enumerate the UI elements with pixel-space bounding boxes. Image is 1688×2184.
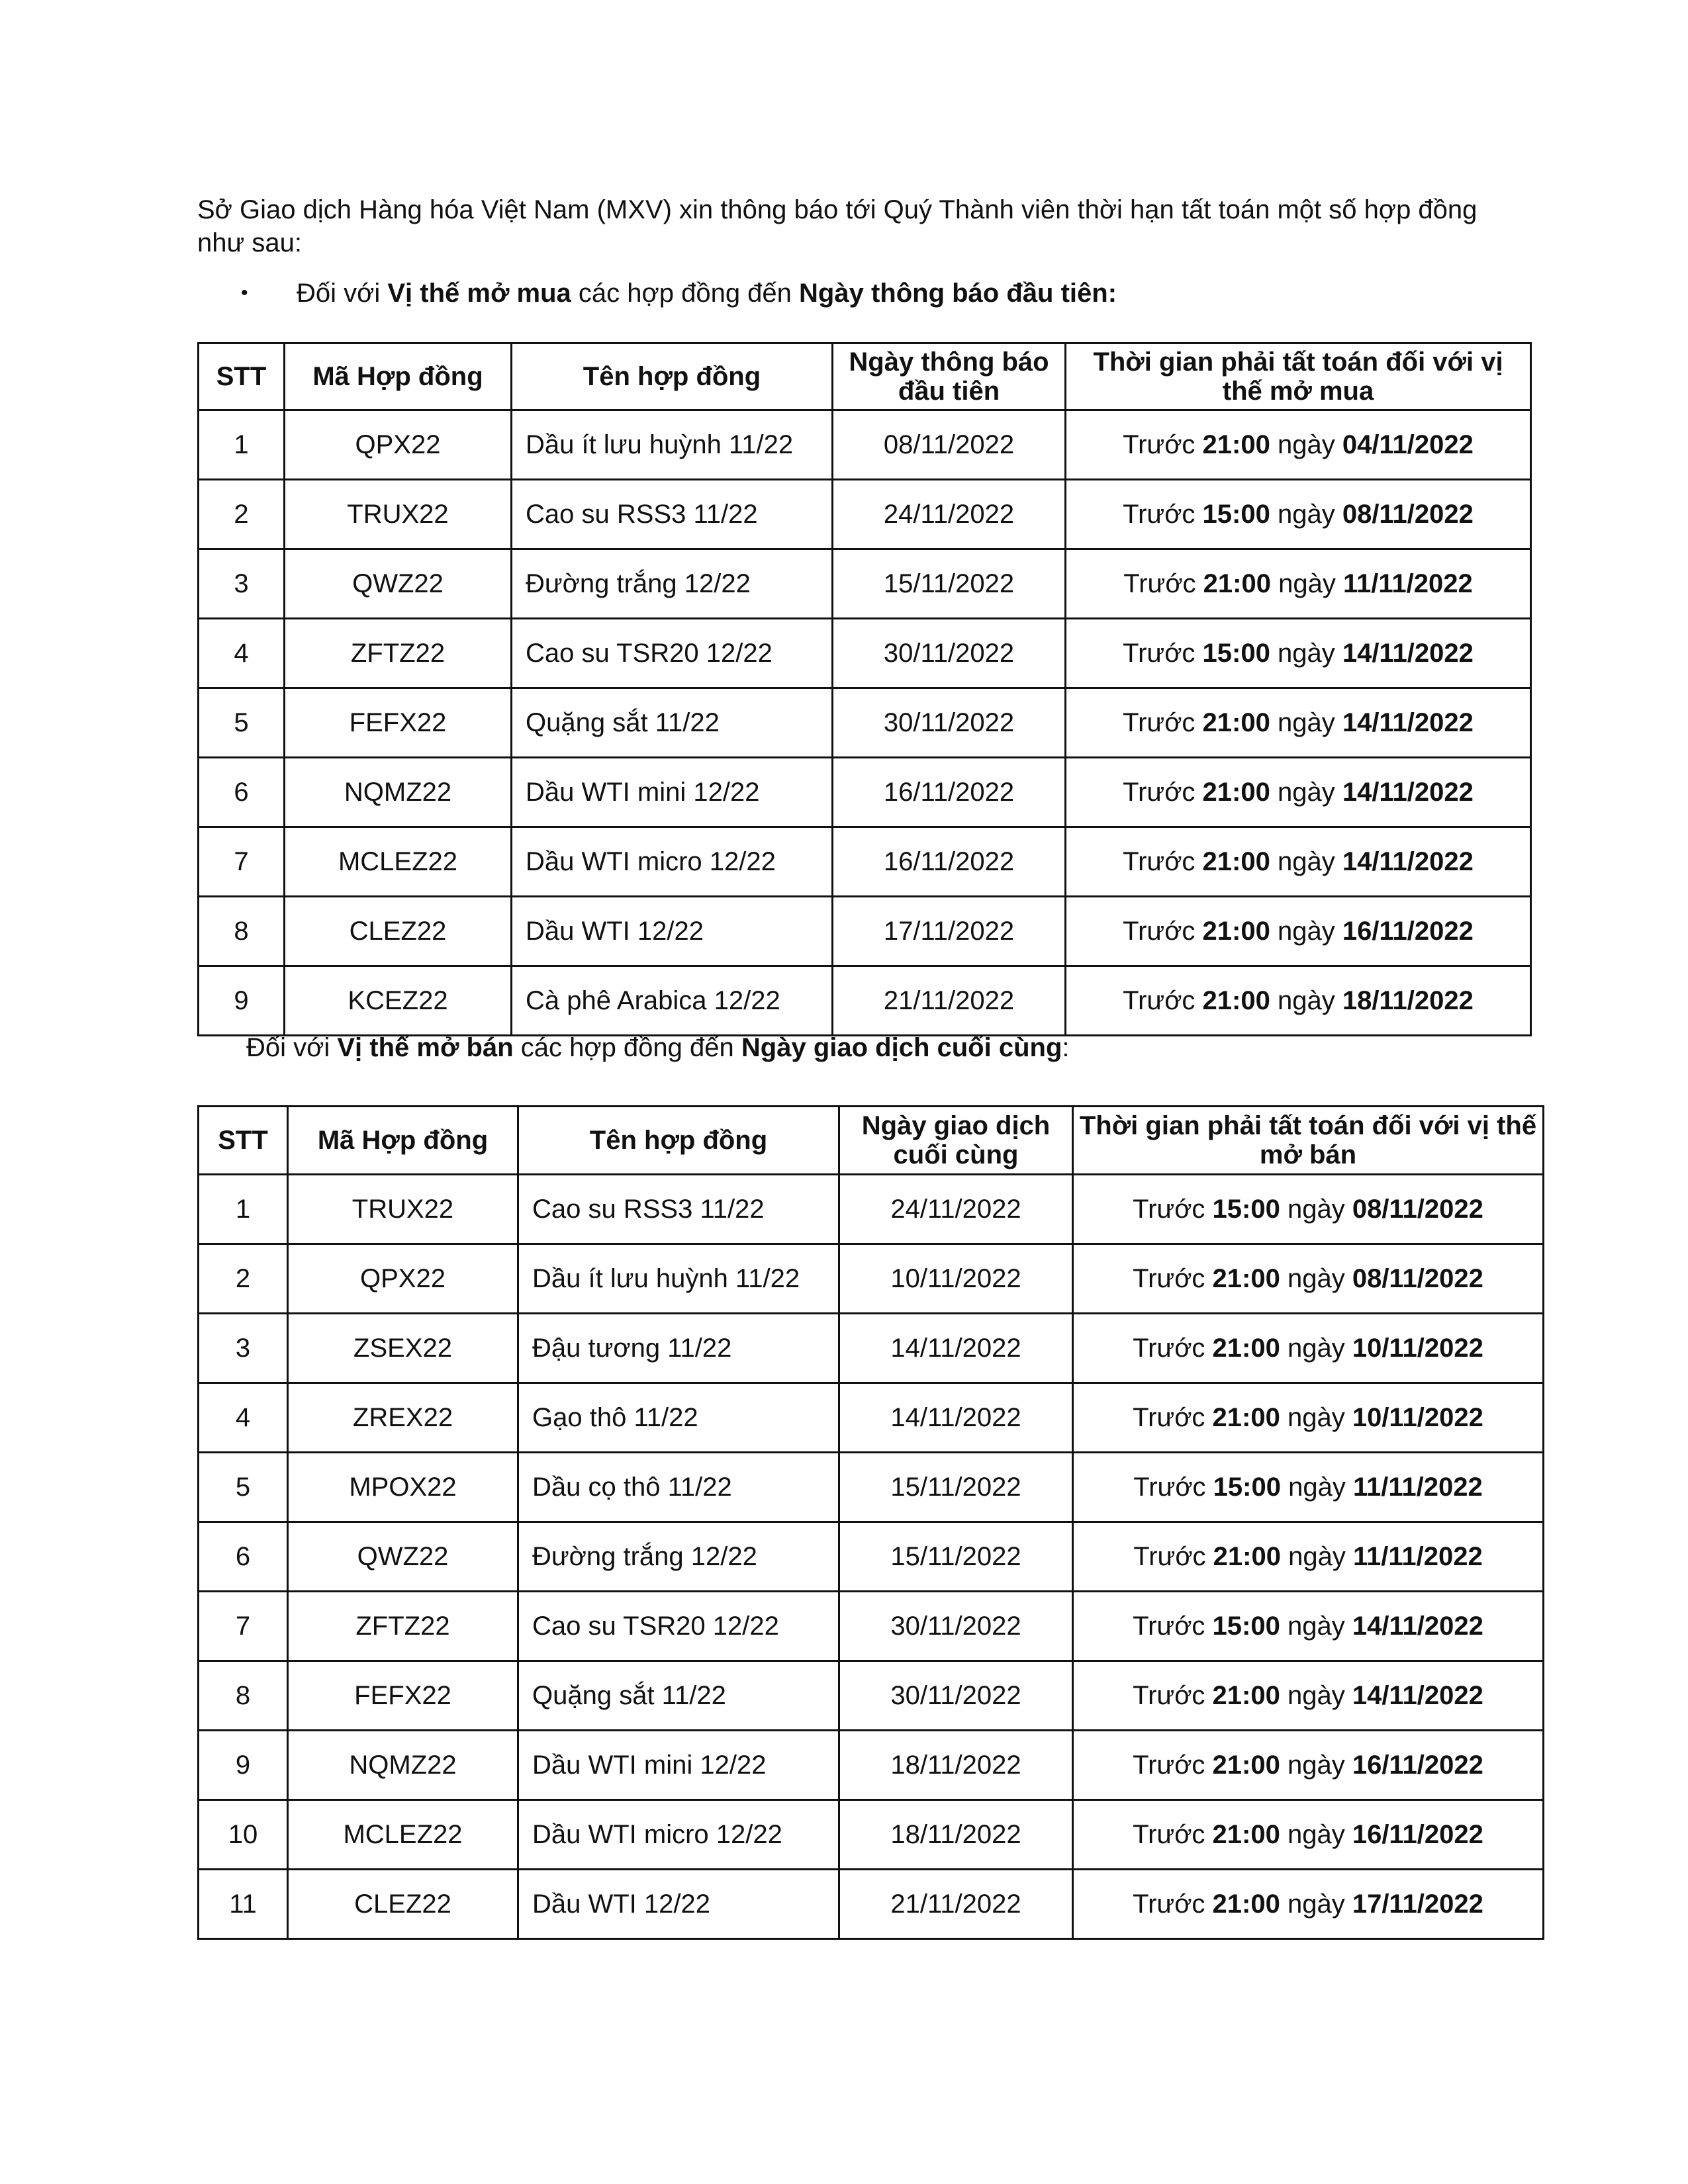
deadline-prefix: Trước <box>1123 916 1203 946</box>
deadline-prefix: Trước <box>1133 1680 1213 1710</box>
cell-stt: 2 <box>199 480 285 549</box>
cell-name: Dầu WTI mini 12/22 <box>518 1731 839 1800</box>
cell-name: Dầu ít lưu huỳnh 11/22 <box>512 410 833 480</box>
section2-bold2: Ngày giao dịch cuối cùng <box>741 1033 1062 1062</box>
cell-code: CLEZ22 <box>288 1870 518 1939</box>
cell-stt: 3 <box>199 549 285 619</box>
cell-date: 17/11/2022 <box>833 897 1066 966</box>
table-row <box>199 966 1531 1036</box>
deadline-prefix: Trước <box>1133 1889 1213 1919</box>
cell-stt: 6 <box>199 1522 288 1592</box>
deadline-prefix: Trước <box>1123 499 1203 529</box>
table-row <box>199 1870 1544 1939</box>
deadline-prefix: Trước <box>1133 1333 1213 1363</box>
cell-name: Đường trắng 12/22 <box>518 1522 839 1592</box>
deadline-day-word: ngày <box>1270 777 1342 807</box>
cell-name: Cao su TSR20 12/22 <box>512 619 833 688</box>
cell-deadline <box>1066 897 1531 966</box>
deadline-day-word: ngày <box>1270 846 1342 876</box>
header-date: Ngày thông báo đầu tiên <box>833 343 1066 410</box>
deadline-date: 11/11/2022 <box>1352 1541 1483 1571</box>
cell-deadline <box>1073 1731 1544 1800</box>
cell-stt: 9 <box>199 1731 288 1800</box>
cell-name: Dầu WTI 12/22 <box>512 897 833 966</box>
deadline-time: 15:00 <box>1212 1611 1280 1641</box>
header-name: Tên hợp đồng <box>518 1107 839 1175</box>
cell-deadline <box>1073 1453 1544 1522</box>
deadline-day-word: ngày <box>1280 1889 1352 1919</box>
cell-date: 18/11/2022 <box>839 1800 1073 1870</box>
section2-heading <box>246 1031 1070 1064</box>
cell-name: Cà phê Arabica 12/22 <box>512 966 833 1036</box>
cell-date: 24/11/2022 <box>833 480 1066 549</box>
cell-name: Gạo thô 11/22 <box>518 1383 839 1453</box>
table-row <box>199 688 1531 758</box>
cell-name: Dầu ít lưu huỳnh 11/22 <box>518 1244 839 1314</box>
deadline-prefix: Trước <box>1123 846 1203 876</box>
deadline-time: 21:00 <box>1212 1889 1280 1919</box>
deadline-prefix: Trước <box>1133 1541 1213 1571</box>
cell-date: 21/11/2022 <box>833 966 1066 1036</box>
cell-date: 10/11/2022 <box>839 1244 1073 1314</box>
deadline-date: 08/11/2022 <box>1352 1194 1483 1224</box>
deadline-prefix: Trước <box>1123 638 1203 668</box>
deadline-date: 10/11/2022 <box>1352 1402 1483 1432</box>
intro-paragraph: Sở Giao dịch Hàng hóa Việt Nam (MXV) xin thông báo tới Quý Thành viên thời hạn tất toán một số hợp đồng như sau: <box>197 195 1477 257</box>
cell-stt: 4 <box>199 1383 288 1453</box>
header-code: Mã Hợp đồng <box>288 1107 518 1175</box>
header-code: Mã Hợp đồng <box>285 343 512 410</box>
cell-deadline <box>1073 1522 1544 1592</box>
cell-date: 21/11/2022 <box>839 1870 1073 1939</box>
cell-stt: 11 <box>199 1870 288 1939</box>
table-row <box>199 897 1531 966</box>
cell-deadline <box>1066 758 1531 827</box>
deadline-prefix: Trước <box>1123 985 1203 1015</box>
deadline-time: 21:00 <box>1202 430 1270 459</box>
deadline-date: 14/11/2022 <box>1342 638 1474 668</box>
cell-stt: 5 <box>199 1453 288 1522</box>
cell-code: QPX22 <box>288 1244 518 1314</box>
section2-prefix: Đối với <box>246 1033 338 1062</box>
deadline-time: 21:00 <box>1212 1333 1280 1363</box>
deadline-day-word: ngày <box>1280 1611 1352 1641</box>
cell-deadline <box>1073 1661 1544 1731</box>
table-row <box>199 1453 1544 1522</box>
cell-deadline <box>1073 1383 1544 1453</box>
deadline-day-word: ngày <box>1270 916 1342 946</box>
table-row <box>199 480 1531 549</box>
deadline-time: 21:00 <box>1202 707 1270 737</box>
cell-date: 14/11/2022 <box>839 1383 1073 1453</box>
table-row <box>199 1175 1544 1244</box>
cell-date: 30/11/2022 <box>839 1592 1073 1661</box>
table-row <box>199 1314 1544 1383</box>
deadline-prefix: Trước <box>1123 707 1203 737</box>
deadline-day-word: ngày <box>1280 1541 1353 1571</box>
deadline-time: 21:00 <box>1203 569 1271 598</box>
deadline-day-word: ngày <box>1280 1194 1352 1224</box>
table-row <box>199 549 1531 619</box>
deadline-prefix: Trước <box>1123 569 1203 598</box>
cell-date: 16/11/2022 <box>833 827 1066 897</box>
deadline-time: 21:00 <box>1213 1541 1281 1571</box>
deadline-date: 08/11/2022 <box>1352 1263 1483 1293</box>
deadline-date: 14/11/2022 <box>1342 707 1474 737</box>
cell-deadline <box>1066 619 1531 688</box>
table-row <box>199 827 1531 897</box>
deadline-date: 14/11/2022 <box>1342 846 1474 876</box>
cell-date: 15/11/2022 <box>839 1453 1073 1522</box>
table-row <box>199 1592 1544 1661</box>
buy-position-table <box>197 342 1532 1036</box>
section1-bold2: Ngày thông báo đầu tiên: <box>799 279 1117 308</box>
cell-deadline <box>1073 1314 1544 1383</box>
cell-date: 15/11/2022 <box>839 1522 1073 1592</box>
deadline-day-word: ngày <box>1280 1263 1352 1293</box>
cell-stt: 1 <box>199 1175 288 1244</box>
deadline-time: 21:00 <box>1212 1402 1280 1432</box>
deadline-date: 18/11/2022 <box>1342 985 1474 1015</box>
deadline-day-word: ngày <box>1270 499 1342 529</box>
deadline-prefix: Trước <box>1133 1750 1213 1780</box>
deadline-prefix: Trước <box>1133 1819 1213 1849</box>
deadline-date: 11/11/2022 <box>1342 569 1473 598</box>
cell-stt: 9 <box>199 966 285 1036</box>
header-stt: STT <box>199 1107 288 1175</box>
cell-name: Đậu tương 11/22 <box>518 1314 839 1383</box>
cell-deadline <box>1073 1592 1544 1661</box>
deadline-time: 21:00 <box>1212 1680 1280 1710</box>
cell-deadline <box>1066 966 1531 1036</box>
bullet-icon: • <box>241 282 248 304</box>
deadline-time: 21:00 <box>1202 916 1270 946</box>
deadline-day-word: ngày <box>1270 569 1343 598</box>
cell-name: Dầu WTI micro 12/22 <box>512 827 833 897</box>
table-row <box>199 410 1531 480</box>
cell-deadline <box>1066 827 1531 897</box>
deadline-time: 21:00 <box>1202 846 1270 876</box>
cell-date: 08/11/2022 <box>833 410 1066 480</box>
cell-name: Dầu WTI mini 12/22 <box>512 758 833 827</box>
table-row <box>199 619 1531 688</box>
deadline-date: 11/11/2022 <box>1352 1472 1483 1502</box>
cell-stt: 2 <box>199 1244 288 1314</box>
cell-date: 30/11/2022 <box>833 688 1066 758</box>
deadline-day-word: ngày <box>1280 1472 1353 1502</box>
section1-middle: các hợp đồng đến <box>571 279 800 308</box>
sell-position-table <box>197 1105 1544 1940</box>
deadline-date: 16/11/2022 <box>1352 1819 1483 1849</box>
cell-name: Quặng sắt 11/22 <box>518 1661 839 1731</box>
cell-stt: 10 <box>199 1800 288 1870</box>
deadline-day-word: ngày <box>1270 985 1342 1015</box>
cell-code: NQMZ22 <box>285 758 512 827</box>
deadline-date: 16/11/2022 <box>1352 1750 1483 1780</box>
cell-deadline <box>1073 1800 1544 1870</box>
cell-stt: 3 <box>199 1314 288 1383</box>
deadline-time: 15:00 <box>1213 1472 1281 1502</box>
table-header-row <box>199 1107 1544 1175</box>
cell-name: Cao su RSS3 11/22 <box>518 1175 839 1244</box>
deadline-date: 14/11/2022 <box>1352 1680 1483 1710</box>
deadline-day-word: ngày <box>1280 1680 1352 1710</box>
deadline-day-word: ngày <box>1280 1819 1352 1849</box>
cell-deadline <box>1066 410 1531 480</box>
deadline-date: 17/11/2022 <box>1352 1889 1483 1919</box>
cell-code: QPX22 <box>285 410 512 480</box>
section2-suffix: : <box>1062 1033 1070 1062</box>
deadline-prefix: Trước <box>1123 430 1203 459</box>
deadline-time: 15:00 <box>1202 638 1270 668</box>
cell-date: 16/11/2022 <box>833 758 1066 827</box>
cell-code: TRUX22 <box>285 480 512 549</box>
cell-deadline <box>1066 549 1531 619</box>
cell-code: MCLEZ22 <box>285 827 512 897</box>
table-row <box>199 1522 1544 1592</box>
cell-code: ZFTZ22 <box>288 1592 518 1661</box>
deadline-time: 21:00 <box>1212 1263 1280 1293</box>
cell-stt: 6 <box>199 758 285 827</box>
cell-code: ZSEX22 <box>288 1314 518 1383</box>
cell-date: 18/11/2022 <box>839 1731 1073 1800</box>
deadline-day-word: ngày <box>1270 707 1342 737</box>
cell-name: Đường trắng 12/22 <box>512 549 833 619</box>
deadline-day-word: ngày <box>1270 638 1342 668</box>
deadline-time: 21:00 <box>1202 985 1270 1015</box>
cell-date: 15/11/2022 <box>833 549 1066 619</box>
cell-date: 24/11/2022 <box>839 1175 1073 1244</box>
cell-deadline <box>1073 1175 1544 1244</box>
header-deadline: Thời gian phải tất toán đối với vị thế mở bán <box>1073 1107 1544 1175</box>
table-row <box>199 1661 1544 1731</box>
cell-code: KCEZ22 <box>285 966 512 1036</box>
section2-bold1: Vị thế mở bán <box>337 1033 514 1062</box>
cell-code: FEFX22 <box>285 688 512 758</box>
cell-code: MPOX22 <box>288 1453 518 1522</box>
cell-stt: 8 <box>199 897 285 966</box>
deadline-prefix: Trước <box>1133 1611 1213 1641</box>
table-row <box>199 758 1531 827</box>
deadline-prefix: Trước <box>1123 777 1203 807</box>
cell-stt: 7 <box>199 1592 288 1661</box>
section1-heading <box>241 277 1117 310</box>
cell-date: 30/11/2022 <box>839 1661 1073 1731</box>
cell-code: ZREX22 <box>288 1383 518 1453</box>
deadline-date: 10/11/2022 <box>1352 1333 1483 1363</box>
cell-name: Quặng sắt 11/22 <box>512 688 833 758</box>
cell-deadline <box>1073 1870 1544 1939</box>
deadline-time: 21:00 <box>1202 777 1270 807</box>
table-header-row <box>199 343 1531 410</box>
deadline-day-word: ngày <box>1280 1333 1352 1363</box>
cell-stt: 5 <box>199 688 285 758</box>
cell-deadline <box>1073 1244 1544 1314</box>
cell-name: Cao su TSR20 12/22 <box>518 1592 839 1661</box>
cell-date: 30/11/2022 <box>833 619 1066 688</box>
deadline-time: 21:00 <box>1212 1819 1280 1849</box>
cell-code: QWZ22 <box>288 1522 518 1592</box>
deadline-time: 15:00 <box>1202 499 1270 529</box>
deadline-day-word: ngày <box>1270 430 1342 459</box>
cell-stt: 4 <box>199 619 285 688</box>
deadline-prefix: Trước <box>1133 1263 1213 1293</box>
header-date: Ngày giao dịch cuối cùng <box>839 1107 1073 1175</box>
table-row <box>199 1800 1544 1870</box>
cell-date: 14/11/2022 <box>839 1314 1073 1383</box>
section1-bold1: Vị thế mở mua <box>387 279 571 308</box>
cell-deadline <box>1066 480 1531 549</box>
cell-stt: 8 <box>199 1661 288 1731</box>
cell-code: ZFTZ22 <box>285 619 512 688</box>
cell-code: NQMZ22 <box>288 1731 518 1800</box>
header-deadline: Thời gian phải tất toán đối với vị thế mở mua <box>1066 343 1531 410</box>
table-row <box>199 1731 1544 1800</box>
section2-middle: các hợp đồng đến <box>513 1033 741 1062</box>
cell-stt: 7 <box>199 827 285 897</box>
deadline-day-word: ngày <box>1280 1750 1352 1780</box>
deadline-date: 04/11/2022 <box>1342 430 1474 459</box>
section1-prefix: Đối với <box>297 279 388 308</box>
deadline-date: 14/11/2022 <box>1352 1611 1483 1641</box>
table-row <box>199 1244 1544 1314</box>
cell-name: Dầu cọ thô 11/22 <box>518 1453 839 1522</box>
cell-name: Dầu WTI micro 12/22 <box>518 1800 839 1870</box>
deadline-time: 15:00 <box>1212 1194 1280 1224</box>
deadline-day-word: ngày <box>1280 1402 1352 1432</box>
deadline-date: 14/11/2022 <box>1342 777 1474 807</box>
cell-stt: 1 <box>199 410 285 480</box>
header-stt: STT <box>199 343 285 410</box>
deadline-date: 08/11/2022 <box>1342 499 1474 529</box>
cell-name: Cao su RSS3 11/22 <box>512 480 833 549</box>
cell-code: MCLEZ22 <box>288 1800 518 1870</box>
deadline-date: 16/11/2022 <box>1342 916 1474 946</box>
cell-deadline <box>1066 688 1531 758</box>
cell-code: CLEZ22 <box>285 897 512 966</box>
deadline-prefix: Trước <box>1133 1472 1213 1502</box>
cell-code: FEFX22 <box>288 1661 518 1731</box>
deadline-time: 21:00 <box>1212 1750 1280 1780</box>
cell-code: TRUX22 <box>288 1175 518 1244</box>
deadline-prefix: Trước <box>1133 1402 1213 1432</box>
header-name: Tên hợp đồng <box>512 343 833 410</box>
deadline-prefix: Trước <box>1133 1194 1213 1224</box>
cell-name: Dầu WTI 12/22 <box>518 1870 839 1939</box>
table-row <box>199 1383 1544 1453</box>
cell-code: QWZ22 <box>285 549 512 619</box>
